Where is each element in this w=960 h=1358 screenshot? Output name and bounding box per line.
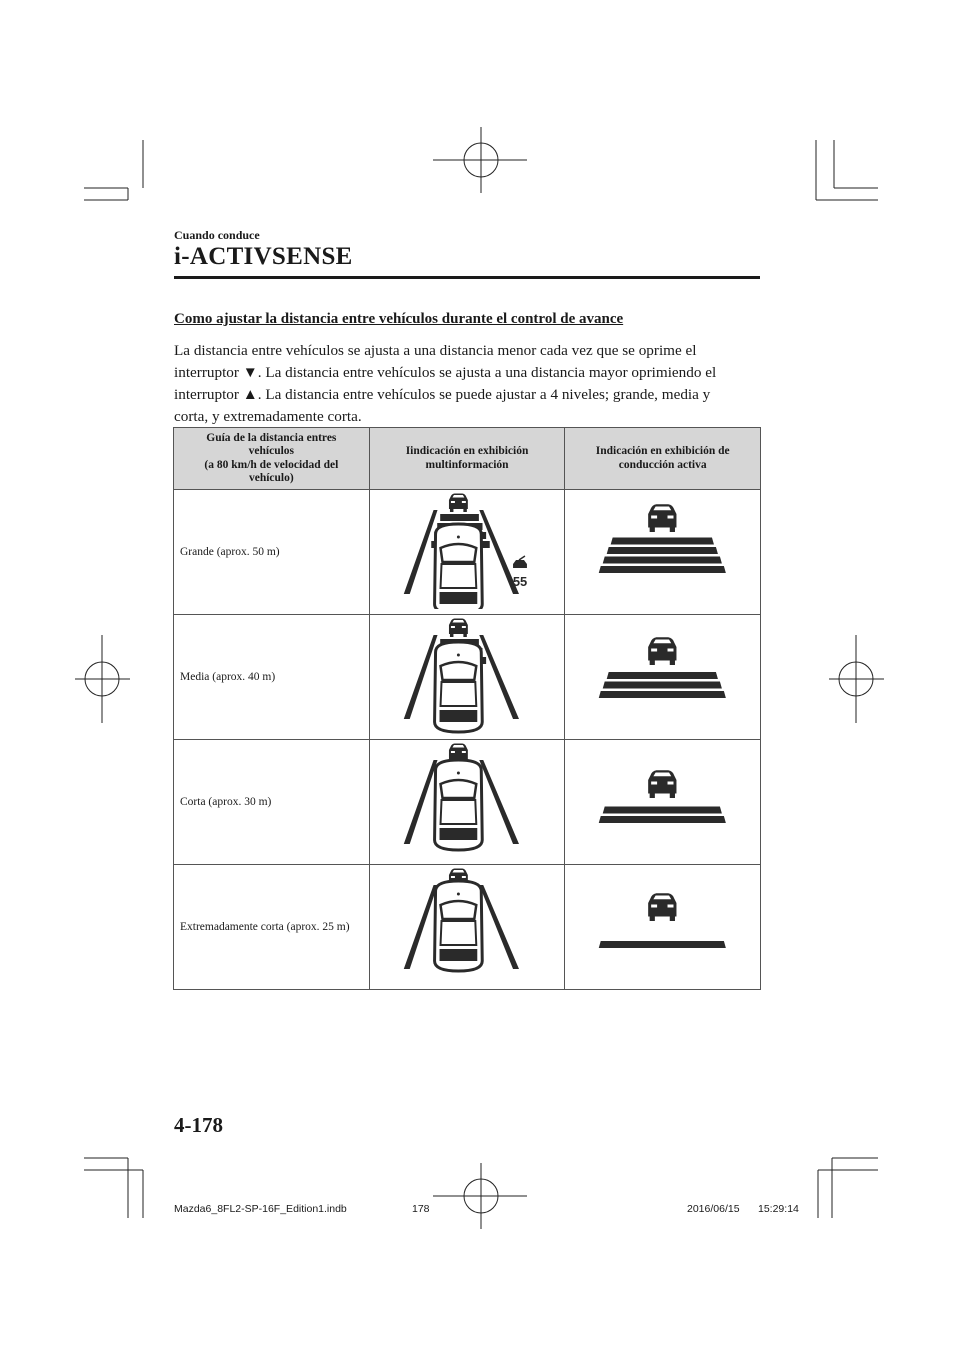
own-car-icon [434, 642, 482, 732]
lane-line-right [479, 635, 519, 719]
lead-car-icon [649, 504, 677, 532]
section-label: Cuando conduce [174, 228, 260, 242]
set-speed-value: 55 [512, 573, 527, 590]
lead-car-icon [449, 619, 468, 638]
footer-page: 178 [412, 1203, 430, 1215]
multinfo-cell [369, 615, 565, 740]
table-row [174, 865, 761, 990]
header-active-driving-display: Indicación en exhibición de conducción activa [565, 428, 761, 490]
table-row [174, 740, 761, 865]
speed-indicator [513, 556, 527, 589]
distance-label: Extremadamente corta (aprox. 25 m) [174, 865, 370, 990]
multinfo-cell [369, 490, 565, 615]
table-row [174, 490, 761, 615]
distance-bar [603, 557, 722, 564]
own-car-icon [434, 524, 482, 609]
active-driving-cell [565, 865, 761, 990]
distance-bar [607, 672, 718, 679]
distance-bar [599, 566, 726, 573]
multinfo-figure [370, 615, 565, 734]
footer-file: Mazda6_8FL2-SP-16F_Edition1.indb [174, 1203, 347, 1215]
distance-bar [599, 816, 726, 823]
distance-bar [599, 941, 726, 948]
active-driving-cell [565, 490, 761, 615]
body-paragraph [174, 340, 764, 428]
multinfo-cell [369, 865, 565, 990]
lane-line-left [403, 510, 437, 594]
table-row [174, 615, 761, 740]
active-driving-figure [565, 865, 760, 984]
distance-label: Media (aprox. 40 m) [174, 615, 370, 740]
active-driving-figure [565, 615, 760, 734]
lead-car-icon [649, 637, 677, 665]
distance-bar [603, 682, 722, 689]
distance-bar [611, 538, 714, 545]
subheading: Como ajustar la distancia entre vehículos durante el control de avance [174, 311, 624, 327]
lane-line-right [479, 760, 519, 844]
distance-table [173, 427, 761, 990]
multinfo-figure [370, 740, 565, 859]
lead-car-icon [449, 494, 468, 513]
own-car-icon [434, 760, 482, 850]
header-multinfo-display: Iindicación en exhibición multinformación [369, 428, 565, 490]
distance-bar [440, 514, 479, 521]
lead-car-icon [649, 770, 677, 798]
distance-bar [599, 691, 726, 698]
active-driving-cell [565, 740, 761, 865]
lead-car-icon [649, 893, 677, 921]
multinfo-figure [370, 490, 565, 609]
table-header-row [174, 428, 761, 490]
distance-label: Corta (aprox. 30 m) [174, 740, 370, 865]
footer-date: 2016/06/15 [687, 1203, 740, 1215]
paragraph-line: interruptor ▲. La distancia entre vehículos se puede ajustar a 4 niveles; grande, media y [174, 386, 711, 403]
distance-bar [603, 807, 722, 814]
set-speed-icon [513, 560, 527, 568]
page-title: i-ACTIVSENSE [174, 243, 353, 270]
paragraph-line: interruptor ▼. La distancia entre vehículos se ajusta a una distancia mayor oprimiendo el [174, 364, 717, 381]
active-driving-figure [565, 490, 760, 609]
distance-bar [607, 547, 718, 554]
lane-line-left [403, 760, 437, 844]
lane-line-left [403, 635, 437, 719]
header-distance-guide: Guía de la distancia entres vehículos (a 80 km/h de velocidad del vehículo) [174, 428, 370, 490]
paragraph-line: La distancia entre vehículos se ajusta a una distancia menor cada vez que se oprime el [174, 342, 697, 359]
footer-time: 15:29:14 [758, 1203, 799, 1215]
lane-line-right [479, 885, 519, 969]
multinfo-cell [369, 740, 565, 865]
lane-line-left [403, 885, 437, 969]
own-car-icon [434, 881, 482, 971]
title-rule [174, 276, 760, 279]
active-driving-cell [565, 615, 761, 740]
page-number: 4-178 [174, 1113, 223, 1137]
distance-label: Grande (aprox. 50 m) [174, 490, 370, 615]
active-driving-figure [565, 740, 760, 859]
multinfo-figure [370, 865, 565, 984]
paragraph-line: corta, y extremadamente corta. [174, 408, 362, 425]
